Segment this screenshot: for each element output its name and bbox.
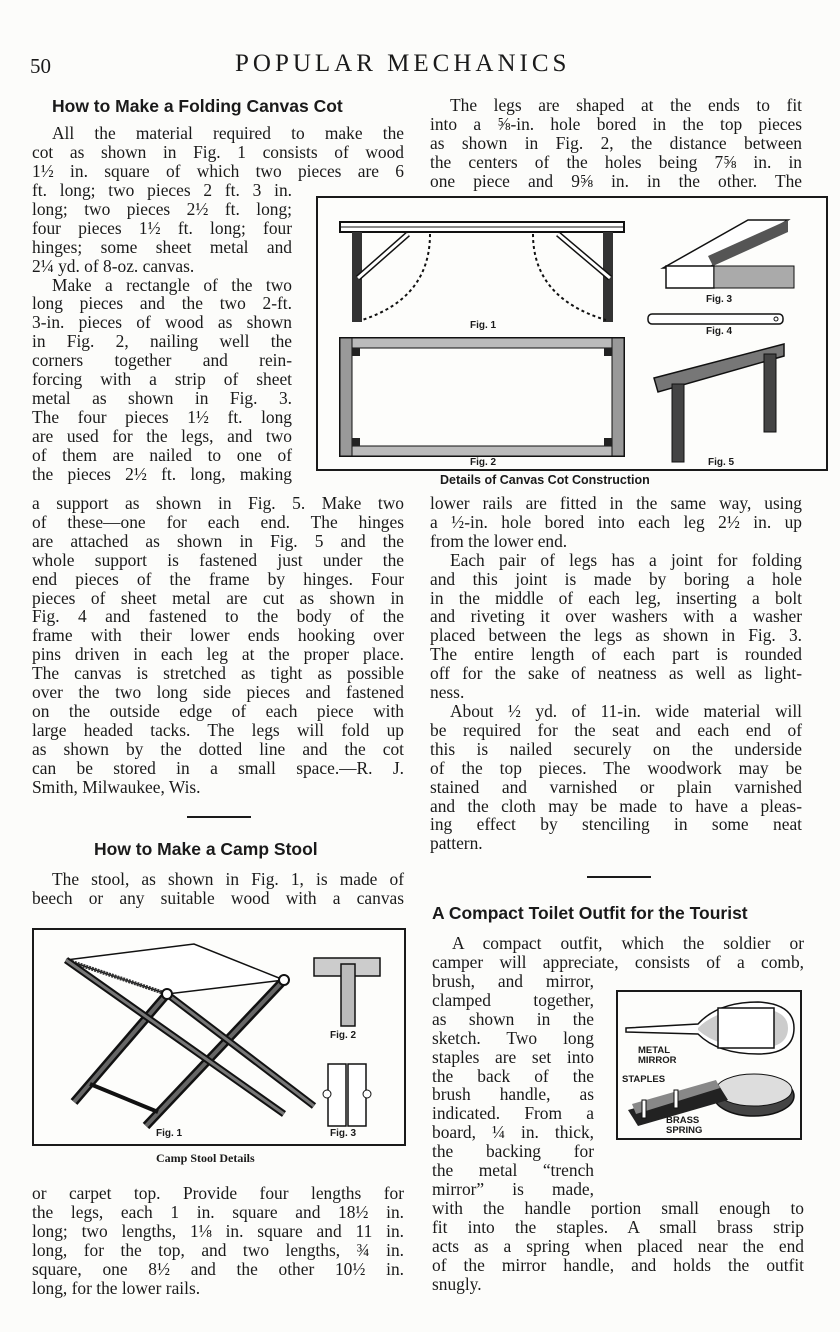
text-line: pattern. <box>430 833 483 854</box>
fig-label: Fig. 1 <box>470 320 497 331</box>
text-line: the metal “trench <box>432 1160 594 1181</box>
text-line: and this joint is made by boring a hole <box>430 568 802 589</box>
text-line: or carpet top. Provide four lengths for <box>32 1183 404 1203</box>
text-line: long pieces and the two 2-ft. <box>32 293 292 314</box>
staples-label: STAPLES <box>622 1074 666 1085</box>
text-line: 3-in. pieces of wood as shown <box>32 312 292 333</box>
text-line: placed between the legs as shown in Fig. 3. <box>430 625 802 646</box>
text-line: The stool, as shown in Fig. 1, is made of <box>52 869 404 889</box>
text-line: of the top pieces. The woodwork may be <box>430 757 802 778</box>
text-line: beech or any suitable wood with a canvas <box>32 887 404 908</box>
text-line: one piece and 9⅝ in. in the other. The <box>430 170 802 191</box>
text-line: the pieces 2½ ft. long, making <box>32 463 292 484</box>
text-line: sketch. Two long <box>432 1027 594 1048</box>
text-line: large headed tacks. The legs will fold up <box>32 719 404 740</box>
text-line: from the lower end. <box>430 530 568 551</box>
text-line: long, for the top, and two lengths, ¾ in. <box>32 1239 404 1260</box>
text-line: into a ⅝-in. hole bored in the top pieces <box>430 113 802 134</box>
text-line: long; two lengths, 1⅛ in. square and 11 in. <box>32 1220 404 1241</box>
text-line: indicated. From a <box>432 1103 594 1124</box>
text-line: Fig. 4 and fastened to the body of the <box>32 606 404 627</box>
text-line: forcing with a strip of sheet <box>32 369 292 390</box>
toilet-article-body <box>432 1199 804 1294</box>
text-line: with the handle portion small enough to <box>432 1198 804 1218</box>
text-line: can be stored in a small space.—R. J. <box>32 757 404 778</box>
text-line: this is nailed securely on the underside <box>430 738 802 759</box>
text-line: as shown in Fig. 2, the distance between <box>430 132 802 153</box>
text-line: fit into the staples. A small brass strip <box>432 1216 804 1237</box>
text-line: 1½ in. square of which two pieces are 6 <box>32 160 404 181</box>
text-line: end pieces of the frame by hinges. Four <box>32 568 404 589</box>
text-line: brush, and mirror, <box>432 971 594 991</box>
text-line: long, for the lower rails. <box>32 1277 201 1298</box>
text-line: snugly. <box>432 1273 482 1294</box>
text-line: ness. <box>430 682 465 703</box>
cot-article-narrow-text <box>32 181 292 484</box>
text-line: as shown by the dotted line and the cot <box>32 738 404 759</box>
text-line: All the material required to make the <box>52 123 404 143</box>
section-divider <box>187 816 251 818</box>
text-line: on the outside edge of each piece with <box>32 700 404 721</box>
camp-stool-figure <box>32 928 406 1146</box>
fig-label: Fig. 3 <box>330 1128 357 1139</box>
text-line: long; two pieces 2½ ft. long; <box>32 198 292 219</box>
text-line: A compact outfit, which the soldier or <box>452 933 804 953</box>
text-line: a support as shown in Fig. 5. Make two <box>32 493 404 513</box>
text-line: board, ¼ in. thick, <box>432 1122 594 1143</box>
text-line: as shown in the <box>432 1008 594 1029</box>
text-line: The legs are shaped at the ends to fit <box>450 95 802 115</box>
text-line: over the two long side pieces and fastened <box>32 682 404 703</box>
cot-article-title: How to Make a Folding Canvas Cot <box>52 96 343 116</box>
text-line: of these—one for each end. The hinges <box>32 511 404 532</box>
text-line: pins driven in each leg at the proper place. <box>32 644 404 665</box>
text-line: ing effect by stenciling in some neat <box>430 814 802 835</box>
text-line: are used for the legs, and two <box>32 425 292 446</box>
page-number: 50 <box>30 54 51 78</box>
text-line: lower rails are fitted in the same way, using <box>430 493 802 513</box>
text-line: Smith, Milwaukee, Wis. <box>32 776 201 797</box>
fig-label: Fig. 2 <box>330 1030 357 1041</box>
text-line: in the middle of each leg, inserting a bolt <box>430 587 802 608</box>
cot-construction-figure <box>316 196 828 471</box>
toilet-outfit-figure <box>616 990 802 1140</box>
fig-label: Fig. 4 <box>706 326 733 337</box>
text-line: staples are set into <box>432 1046 594 1067</box>
text-line: the centers of the holes being 7⅝ in. in <box>430 151 802 172</box>
text-line: Make a rectangle of the two <box>52 274 292 295</box>
text-line: About ½ yd. of 11-in. wide material will <box>450 700 802 721</box>
toilet-article-title: A Compact Toilet Outfit for the Tourist <box>432 903 748 923</box>
text-line: off for the sake of neatness as well as light- <box>430 663 802 684</box>
brass-spring-label: BRASS SPRING <box>666 1115 703 1136</box>
text-line: a ½-in. hole bored into each leg 2½ in. up <box>430 511 802 532</box>
stool-continued-top <box>430 96 802 191</box>
text-line: The canvas is stretched as tight as possible <box>32 663 404 684</box>
magazine-title: POPULAR MECHANICS <box>235 50 571 77</box>
text-line: camper will appreciate, consists of a comb, <box>432 951 804 972</box>
fig-label: Fig. 5 <box>708 457 735 468</box>
text-line: Each pair of legs has a joint for folding <box>450 549 802 570</box>
text-line: stained and varnished or plain varnished <box>430 776 802 797</box>
section-divider <box>587 876 651 878</box>
cot-article-body <box>32 494 404 797</box>
text-line: the backing for <box>432 1141 594 1162</box>
text-line: hinges; some sheet metal and <box>32 236 292 257</box>
toilet-article-narrow-text <box>432 972 594 1199</box>
cot-article-intro <box>32 124 404 181</box>
stool-figure-caption: Camp Stool Details <box>156 1151 255 1165</box>
text-line: acts as a spring when placed near the end <box>432 1235 804 1256</box>
text-line: be required for the seat and each end of <box>430 719 802 740</box>
stool-article-body <box>32 1184 404 1297</box>
text-line: are attached as shown in Fig. 5 and the <box>32 530 404 551</box>
text-line: frame with their lower ends hooking over <box>32 625 404 646</box>
text-line: of the mirror handle, and holds the outfit <box>432 1254 804 1275</box>
text-line: and the cloth may be made to have a pleas- <box>430 795 802 816</box>
text-line: mirror” is made, <box>432 1178 594 1199</box>
text-line: whole support is fastened just under the <box>32 549 404 570</box>
text-line: clamped together, <box>432 989 594 1010</box>
stool-article-intro <box>32 870 404 908</box>
cot-figure-caption: Details of Canvas Cot Construction <box>440 473 650 487</box>
fig-label: Fig. 1 <box>156 1128 183 1139</box>
text-line: 2¼ yd. of 8-oz. canvas. <box>32 255 195 276</box>
fig-label: Fig. 3 <box>706 294 733 305</box>
text-line: in Fig. 2, nailing well the <box>32 331 292 352</box>
text-line: The four pieces 1½ ft. long <box>32 406 292 427</box>
fig-label: Fig. 2 <box>470 457 497 468</box>
cot-diagram-illustration <box>318 198 826 469</box>
text-line: The entire length of each part is rounded <box>430 644 802 665</box>
text-line: the legs, each 1 in. square and 18½ in. <box>32 1201 404 1222</box>
metal-mirror-label: METAL MIRROR <box>638 1045 677 1066</box>
text-line: the back of the <box>432 1065 594 1086</box>
text-line: cot as shown in Fig. 1 consists of wood <box>32 141 404 162</box>
stool-article-title: How to Make a Camp Stool <box>94 839 318 859</box>
text-line: and riveting it over washers with a washer <box>430 606 802 627</box>
text-line: square, one 8½ and the other 10½ in. <box>32 1258 404 1279</box>
stool-continued-body <box>430 494 802 853</box>
text-line: of them are nailed to one of <box>32 444 292 465</box>
text-line: pieces of sheet metal are cut as shown in <box>32 587 404 608</box>
text-line: ft. long; two pieces 2 ft. 3 in. <box>32 180 292 200</box>
toilet-article-intro <box>432 934 804 972</box>
text-line: corners together and rein- <box>32 350 292 371</box>
text-line: metal as shown in Fig. 3. <box>32 387 292 408</box>
text-line: four pieces 1½ ft. long; four <box>32 217 292 238</box>
text-line: brush handle, as <box>432 1084 594 1105</box>
